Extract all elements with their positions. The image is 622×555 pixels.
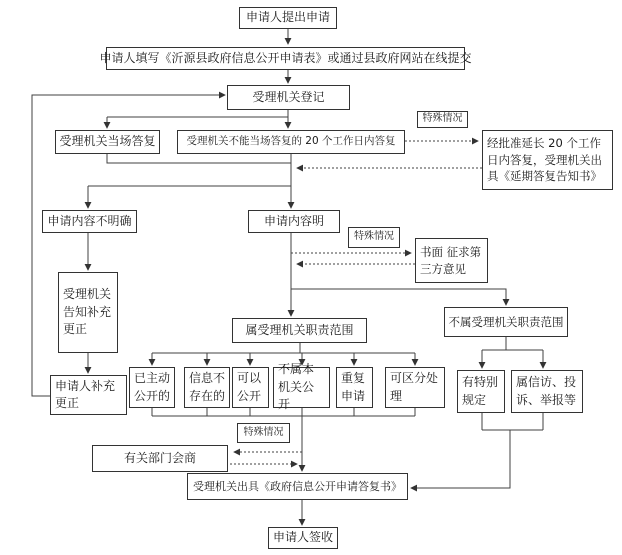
node-notify-supplement-correction: 受理机关告知补充更正	[58, 272, 118, 353]
node-repeated-application: 重复申请	[336, 367, 373, 408]
node-seek-third-party-opinion: 书面 征求第三方意见	[415, 238, 488, 283]
node-already-public: 已主动公开的	[129, 367, 175, 408]
label-special-case-1: 特殊情况	[417, 111, 468, 128]
node-not-this-organ-disclosure: 不属本机关公开	[273, 367, 330, 408]
node-on-spot-reply: 受理机关当场答复	[55, 130, 160, 154]
node-approved-extension-notice: 经批准延长 20 个工作日内答复，受理机关出具《延期答复告知书》	[482, 130, 613, 190]
node-can-be-public: 可以公开	[232, 367, 269, 408]
label-special-case-3: 特殊情况	[237, 423, 290, 443]
node-outside-duty-scope: 不属受理机关职责范围	[444, 307, 568, 337]
node-submit-application: 申请人提出申请	[239, 7, 337, 29]
node-within-duty-scope: 属受理机关职责范围	[232, 318, 367, 343]
node-info-not-exist: 信息不存在的	[184, 367, 230, 408]
node-accepting-organ-register: 受理机关登记	[227, 85, 350, 110]
node-applicant-supplement-correction: 申请人补充更正	[50, 375, 127, 415]
node-special-regulation: 有特别规定	[457, 370, 505, 413]
node-issue-reply-document: 受理机关出具《政府信息公开申请答复书》	[187, 473, 408, 500]
node-reply-within-20-workdays: 受理机关不能当场答复的 20 个工作日内答复	[177, 130, 405, 154]
node-separable-handling: 可区分处理	[385, 367, 445, 408]
node-petition-complaint-report: 属信访、投诉、举报等	[511, 370, 583, 413]
node-applicant-sign-receipt: 申请人签收	[268, 527, 338, 549]
label-special-case-2: 特殊情况	[348, 227, 400, 248]
node-content-unclear: 申请内容不明确	[42, 210, 137, 233]
node-fill-application-form: 申请人填写《沂源县政府信息公开申请表》或通过县政府网站在线提交	[106, 47, 465, 70]
node-consult-relevant-departments: 有关部门会商	[92, 445, 228, 472]
node-content-clear: 申请内容明	[248, 210, 340, 233]
